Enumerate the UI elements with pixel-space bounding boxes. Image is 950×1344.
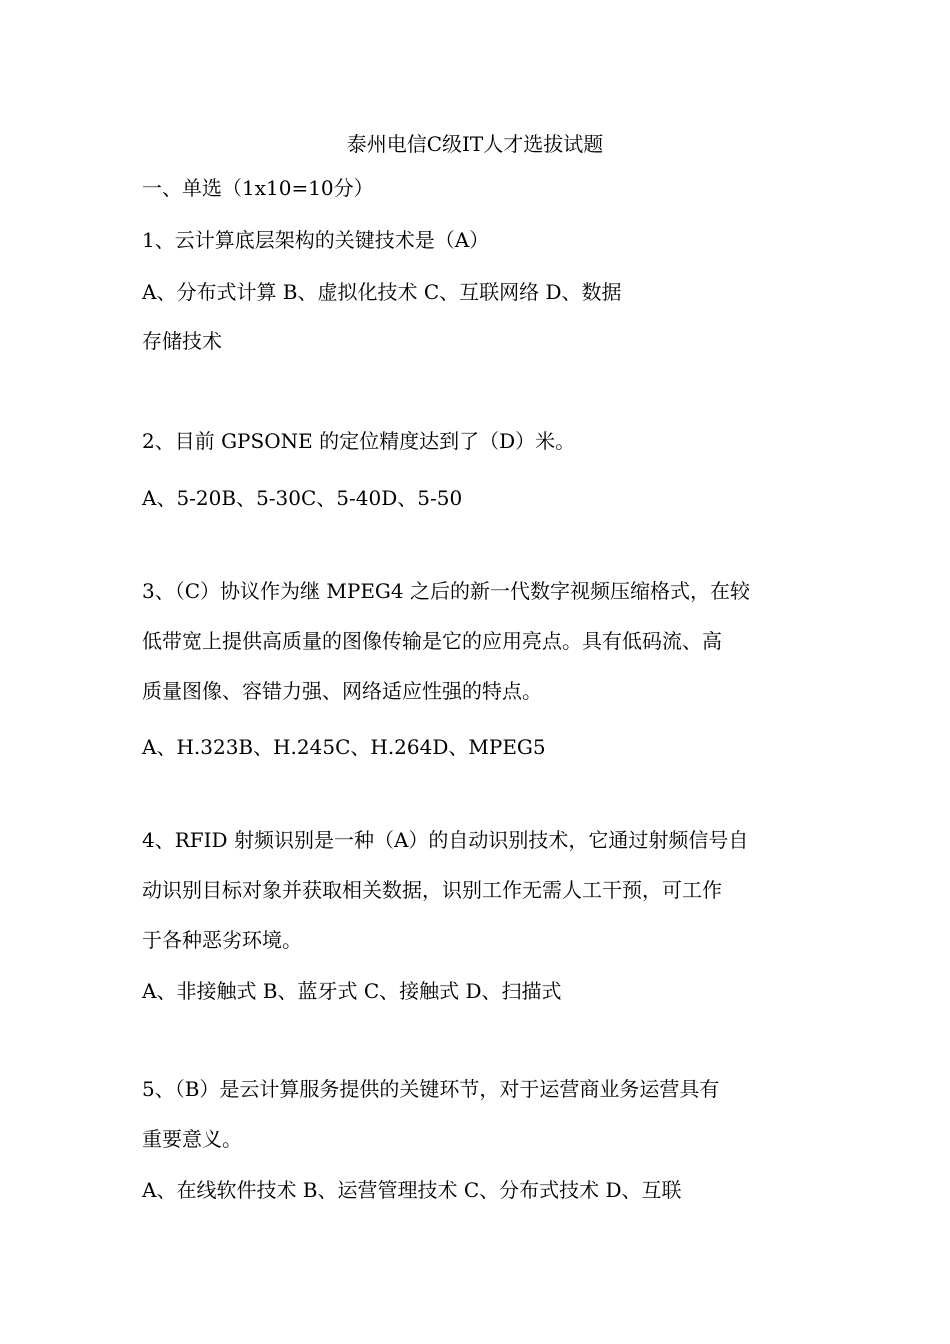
question-3-text-line-3: 质量图像、容错力强、网络适应性强的特点。 (142, 679, 542, 703)
question-4-text-line-1: 4、RFID 射频识别是一种（A）的自动识别技术，它通过射频信号自 (142, 828, 749, 852)
question-5-text-line-2: 重要意义。 (142, 1127, 242, 1151)
question-5-options: A、在线软件技术 B、运营管理技术 C、分布式技术 D、互联 (142, 1178, 682, 1202)
question-1-options: A、分布式计算 B、虚拟化技术 C、互联网络 D、数据 (142, 280, 622, 304)
question-4-options: A、非接触式 B、蓝牙式 C、接触式 D、扫描式 (142, 979, 562, 1003)
document-title: 泰州电信C级IT人才选拔试题 (346, 132, 604, 156)
question-2-options: A、5-20B、5-30C、5-40D、5-50 (142, 486, 463, 510)
question-4-text-line-3: 于各种恶劣环境。 (142, 928, 302, 952)
question-2-text: 2、目前 GPSONE 的定位精度达到了（D）米。 (142, 429, 576, 453)
question-5-text-line-1: 5、（B）是云计算服务提供的关键环节，对于运营商业务运营具有 (142, 1077, 720, 1101)
question-4-text-line-2: 动识别目标对象并获取相关数据，识别工作无需人工干预，可工作 (142, 878, 722, 902)
question-3-options: A、H.323B、H.245C、H.264D、MPEG5 (142, 735, 546, 759)
question-3-text-line-2: 低带宽上提供高质量的图像传输是它的应用亮点。具有低码流、高 (142, 629, 722, 653)
question-1-text: 1、云计算底层架构的关键技术是（A） (142, 228, 490, 252)
question-3-text-line-1: 3、（C）协议作为继 MPEG4 之后的新一代数字视频压缩格式，在较 (142, 579, 750, 603)
section-heading: 一、单选（1x10=10分） (142, 176, 374, 200)
question-1-options-continued: 存储技术 (142, 329, 222, 353)
